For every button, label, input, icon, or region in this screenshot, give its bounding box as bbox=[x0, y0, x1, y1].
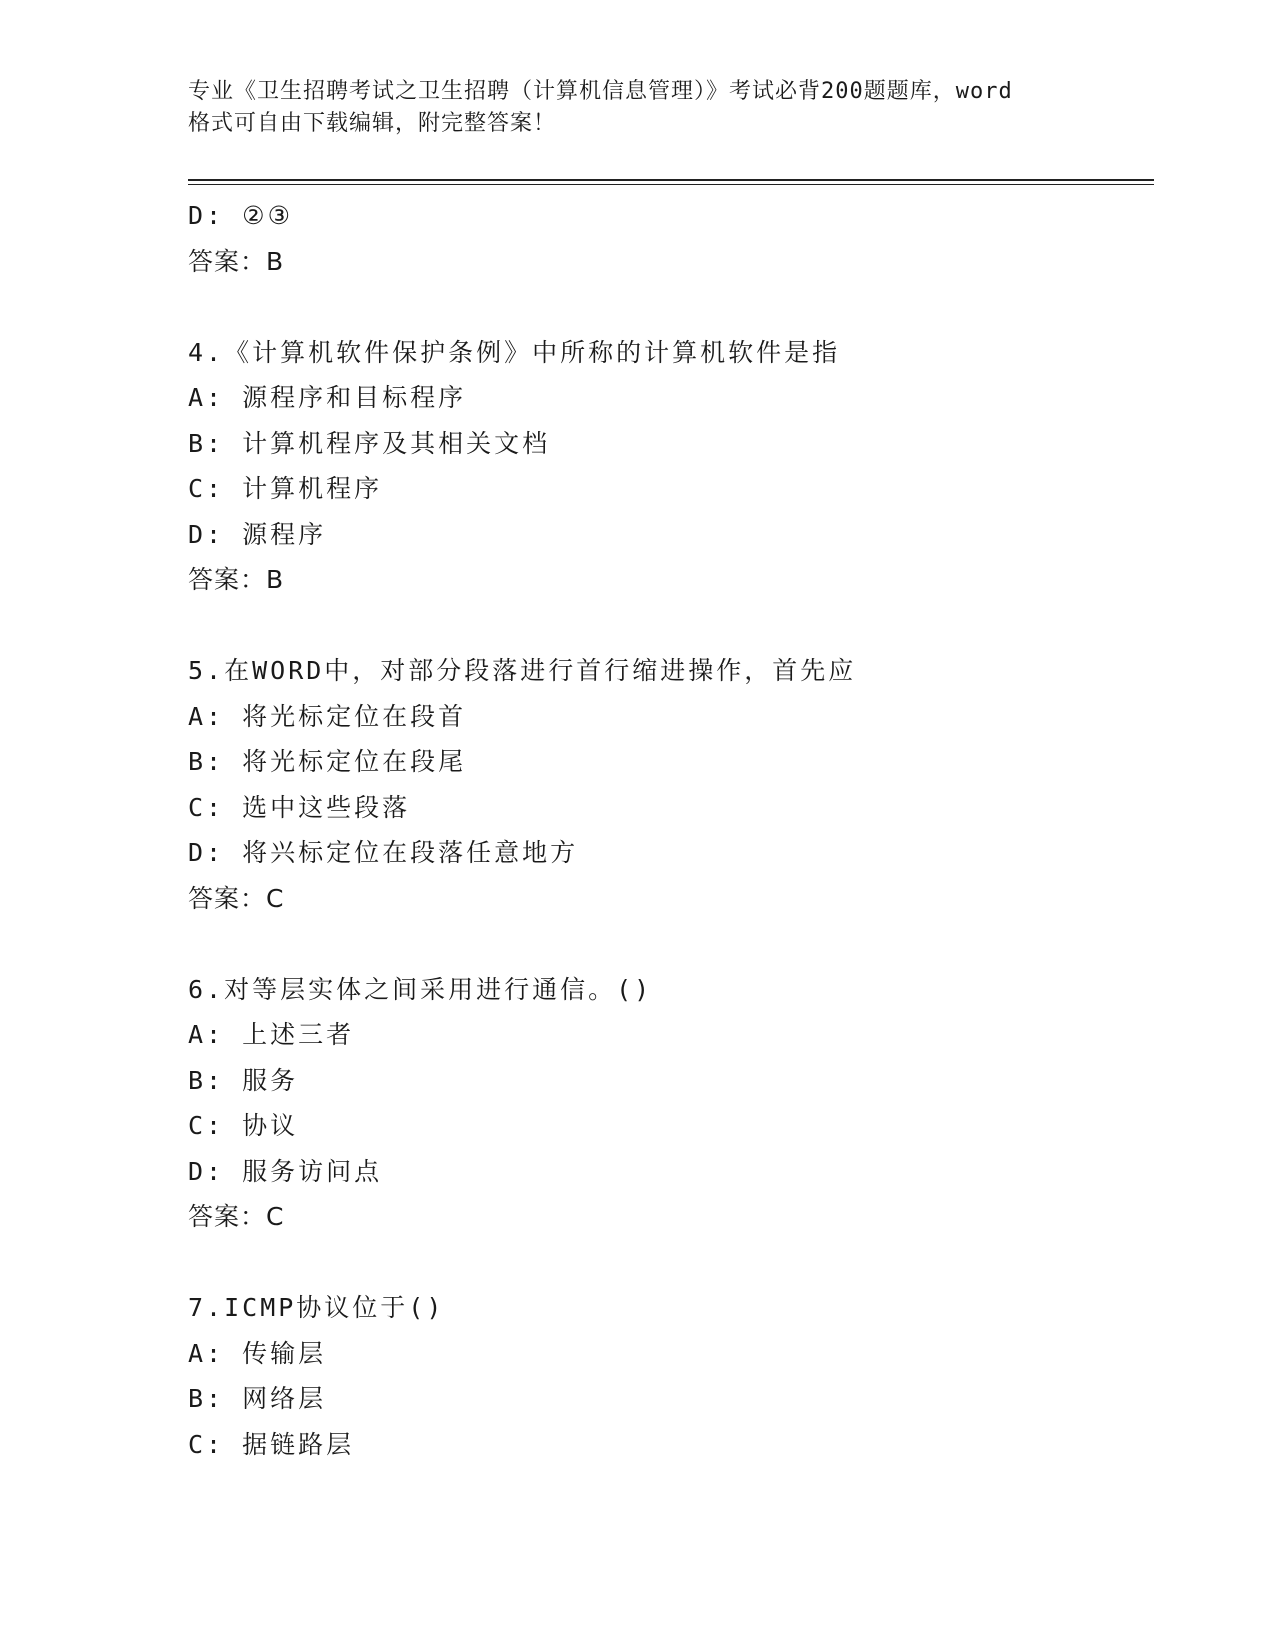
option-b: B: 服务 bbox=[188, 1065, 299, 1095]
spacer bbox=[188, 284, 1148, 330]
question-7 bbox=[188, 1285, 1148, 1467]
option-a: A: 传输层 bbox=[188, 1338, 327, 1368]
option-a: A: 源程序和目标程序 bbox=[188, 383, 467, 412]
answer-line: 答案：B bbox=[188, 246, 285, 276]
spacer bbox=[188, 603, 1148, 649]
option-d: D: 源程序 bbox=[188, 519, 327, 549]
continued-question bbox=[188, 193, 1148, 284]
option-a: A: 上述三者 bbox=[188, 1020, 355, 1049]
option-b: B: 网络层 bbox=[188, 1384, 327, 1413]
option-a: A: 将光标定位在段首 bbox=[188, 701, 467, 731]
question-stem: 5.在WORD中，对部分段落进行首行缩进操作，首先应 bbox=[188, 656, 857, 685]
question-stem: 6.对等层实体之间采用进行通信。() bbox=[188, 974, 653, 1004]
answer-line: 答案：C bbox=[188, 883, 285, 913]
question-6 bbox=[188, 967, 1148, 1240]
option-d: D: 服务访问点 bbox=[188, 1156, 383, 1186]
option-c: C: 选中这些段落 bbox=[188, 792, 411, 822]
header-divider-thin bbox=[188, 184, 1154, 185]
question-5 bbox=[188, 648, 1148, 921]
document-header bbox=[188, 76, 1088, 140]
option-b: B: 计算机程序及其相关文档 bbox=[188, 428, 551, 458]
option-c: C: 计算机程序 bbox=[188, 474, 383, 503]
question-stem: 4.《计算机软件保护条例》中所称的计算机软件是指 bbox=[188, 337, 841, 367]
option-d: D: ②③ bbox=[188, 201, 293, 230]
header-line-2: 格式可自由下载编辑，附完整答案！ bbox=[188, 111, 557, 136]
option-c: C: 协议 bbox=[188, 1111, 299, 1140]
answer-line: 答案：C bbox=[188, 1202, 285, 1231]
option-d: D: 将兴标定位在段落任意地方 bbox=[188, 838, 579, 867]
question-stem: 7.ICMP协议位于() bbox=[188, 1293, 445, 1322]
spacer bbox=[188, 1240, 1148, 1286]
option-b: B: 将光标定位在段尾 bbox=[188, 747, 467, 776]
header-line-1: 专业《卫生招聘考试之卫生招聘（计算机信息管理）》考试必背200题题库，word bbox=[188, 79, 1013, 104]
spacer bbox=[188, 921, 1148, 967]
answer-line: 答案：B bbox=[188, 565, 285, 594]
question-content bbox=[188, 193, 1148, 1467]
option-c: C: 据链路层 bbox=[188, 1429, 355, 1459]
question-4 bbox=[188, 330, 1148, 603]
header-divider bbox=[188, 179, 1154, 181]
